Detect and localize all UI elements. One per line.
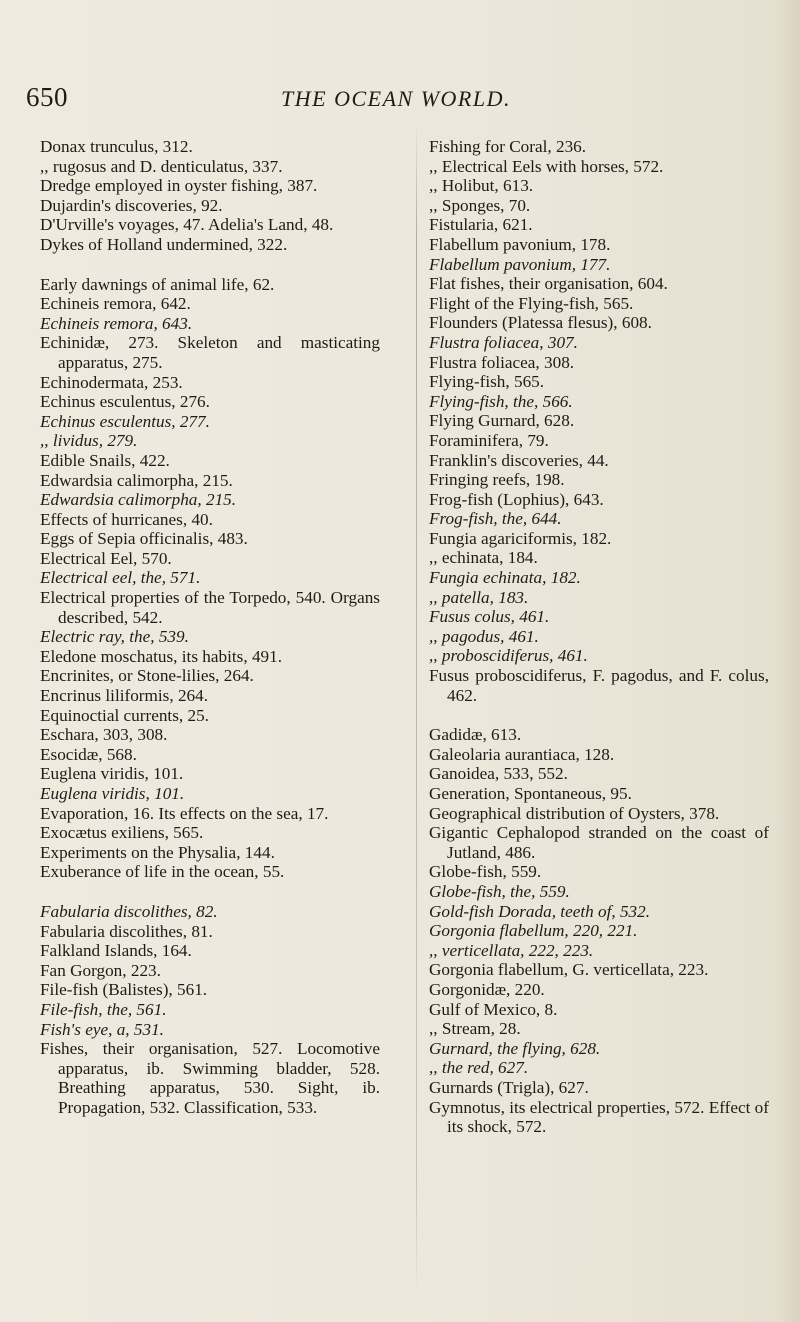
index-entry: Eggs of Sepia officinalis, 483. [40, 529, 248, 549]
letter-section-gap [40, 882, 380, 902]
index-entry: Gulf of Mexico, 8. [429, 999, 558, 1019]
index-entry: Evaporation, 16. Its effects on the sea, 17. [40, 803, 329, 823]
index-entry: Echinidæ, 273. Skeleton and masticating apparatus, 275. [40, 333, 380, 372]
index-entry: Fusus colus, 461. [429, 607, 550, 627]
index-entry: Echinus esculentus, 277. [40, 411, 210, 431]
index-entry: Fungia agariciformis, 182. [429, 528, 612, 548]
column-divider [416, 120, 417, 1300]
index-entry: ,, Stream, 28. [429, 1019, 521, 1039]
index-entry: Generation, Spontaneous, 95. [429, 784, 632, 803]
index-entry: Gorgonia flabellum, 220, 221. [429, 921, 638, 941]
page-header [26, 82, 766, 122]
index-entry: Foraminifera, 79. [429, 430, 549, 450]
index-entry: Eschara, 303, 308. [40, 725, 168, 745]
index-entry: Dykes of Holland undermined, 322. [40, 234, 288, 254]
index-entry: Flounders (Platessa flesus), 608. [429, 313, 652, 333]
index-entry: Electric ray, the, 539. [40, 627, 189, 647]
index-entry: Edwardsia calimorpha, 215. [40, 470, 233, 490]
index-entry: Gadidæ, 613. [429, 725, 522, 745]
index-entry: Fabularia discolithes, 82. [40, 901, 218, 921]
index-entry: Echineis remora, 643. [40, 313, 193, 333]
page-number: 650 [26, 82, 68, 112]
index-entry: Gorgonidæ, 220. [429, 979, 545, 999]
index-entry: Flustra foliacea, 308. [429, 352, 575, 372]
index-entry: Electrical Eel, 570. [40, 548, 172, 568]
index-entry: Flat fishes, their organisation, 604. [429, 274, 668, 294]
index-entry: Effects of hurricanes, 40. [40, 509, 213, 529]
index-entry: Echinus esculentus, 276. [40, 392, 210, 412]
index-entry: Fringing reefs, 198. [429, 470, 565, 490]
index-column-left [40, 137, 380, 1118]
index-entry: Electrical eel, the, 571. [40, 568, 201, 588]
index-entry: Fistularia, 621. [429, 215, 533, 235]
index-entry: Gurnards (Trigla), 627. [429, 1077, 589, 1097]
index-entry: Encrinus liliformis, 264. [40, 686, 209, 706]
index-entry: ,, pagodus, 461. [429, 626, 539, 646]
index-entry: Dujardin's discoveries, 92. [40, 195, 223, 215]
index-entry: Experiments on the Physalia, 144. [40, 842, 275, 862]
index-entry: Early dawnings of animal life, 62. [40, 274, 275, 294]
index-entry: Frog-fish (Lophius), 643. [429, 489, 604, 509]
index-entry: Gorgonia flabellum, G. verticellata, 223. [429, 960, 709, 980]
index-entry: Exuberance of life in the ocean, 55. [40, 862, 285, 882]
index-entry: Fungia echinata, 182. [429, 568, 581, 588]
index-entry: Flying Gurnard, 628. [429, 411, 575, 431]
index-entry: Falkland Islands, 164. [40, 941, 192, 961]
index-entry: ,, rugosus and D. denticulatus, 337. [40, 156, 283, 176]
index-entry: Gurnard, the flying, 628. [429, 1038, 601, 1058]
index-entry: D'Urville's voyages, 47. Adelia's Land, 48. [40, 215, 334, 235]
index-entry: Gymnotus, its electrical properties, 572. Effect of its shock, 572. [429, 1097, 769, 1137]
index-entry: Esocidæ, 568. [40, 744, 137, 764]
index-entry: Fish's eye, a, 531. [40, 1019, 164, 1039]
index-entry: Equinoctial currents, 25. [40, 705, 209, 725]
index-entry: ,, lividus, 279. [40, 431, 138, 451]
index-entry: Euglena viridis, 101. [40, 764, 184, 784]
index-entry: Exocætus exiliens, 565. [40, 823, 204, 843]
index-entry: ,, proboscidiferus, 461. [429, 646, 588, 666]
index-entry: Flying-fish, 565. [429, 372, 545, 392]
index-entry: ,, Sponges, 70. [429, 195, 531, 215]
index-entry: Fishes, their organisation, 527. Locomotive apparatus, ib. Swimming bladder, 528. Breathing apparatus, 530. Sight, ib. Propagation, 532. Classification, 533. [40, 1039, 380, 1117]
index-entry: File-fish (Balistes), 561. [40, 980, 208, 1000]
index-entry: ,, patella, 183. [429, 587, 529, 607]
index-entry: ,, the red, 627. [429, 1058, 529, 1078]
index-entry: Electrical properties of the Torpedo, 540. Organs described, 542. [40, 588, 380, 627]
letter-section-gap [40, 255, 380, 275]
index-entry: Eledone moschatus, its habits, 491. [40, 646, 283, 666]
index-entry: Dredge employed in oyster fishing, 387. [40, 176, 318, 196]
letter-section-gap [429, 705, 769, 725]
index-entry: Frog-fish, the, 644. [429, 509, 562, 529]
running-title: THE OCEAN WORLD. [281, 86, 511, 111]
index-entry: Euglena viridis, 101. [40, 784, 185, 803]
index-entry: ,, echinata, 184. [429, 548, 538, 568]
index-entry: Fusus proboscidiferus, F. pagodus, and F. colus, 462. [429, 666, 769, 705]
index-entry: Edwardsia calimorpha, 215. [40, 490, 237, 510]
index-entry: ,, Electrical Eels with horses, 572. [429, 156, 664, 176]
index-entry: Flustra foliacea, 307. [429, 332, 578, 352]
index-entry: Flabellum pavonium, 177. [429, 254, 611, 274]
index-entry: Gigantic Cephalopod stranded on the coast of Jutland, 486. [429, 823, 769, 862]
index-entry: ,, Holibut, 613. [429, 176, 534, 196]
index-entry: Globe-fish, the, 559. [429, 881, 570, 901]
index-entry: Gold-fish Dorada, teeth of, 532. [429, 901, 651, 921]
index-entry: Flabellum pavonium, 178. [429, 234, 611, 254]
index-entry: Ganoidea, 533, 552. [429, 764, 568, 784]
index-entry: ,, verticellata, 222, 223. [429, 940, 594, 960]
index-entry: Donax trunculus, 312. [40, 137, 193, 156]
index-entry: Echineis remora, 642. [40, 294, 191, 314]
index-entry: Globe-fish, 559. [429, 862, 542, 882]
index-entry: Encrinites, or Stone-lilies, 264. [40, 666, 254, 686]
index-entry: Fan Gorgon, 223. [40, 960, 161, 980]
index-entry: Galeolaria aurantiaca, 128. [429, 744, 615, 764]
index-entry: File-fish, the, 561. [40, 999, 167, 1019]
index-entry: Flight of the Flying-fish, 565. [429, 293, 634, 313]
index-entry: Franklin's discoveries, 44. [429, 450, 609, 470]
index-entry: Fabularia discolithes, 81. [40, 921, 213, 941]
index-entry: Edible Snails, 422. [40, 450, 170, 470]
index-entry: Echinodermata, 253. [40, 372, 183, 392]
index-entry: Geographical distribution of Oysters, 378. [429, 803, 720, 823]
index-column-right [429, 137, 769, 1137]
index-entry: Flying-fish, the, 566. [429, 391, 573, 411]
index-entry: Fishing for Coral, 236. [429, 137, 587, 156]
